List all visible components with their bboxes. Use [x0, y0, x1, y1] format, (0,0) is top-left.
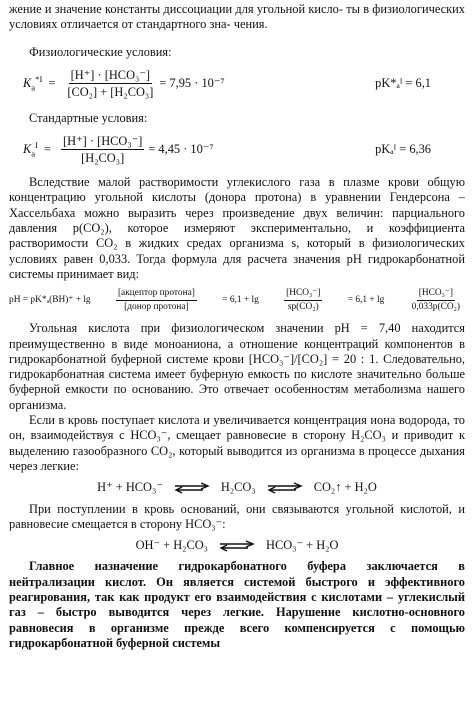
hh-frac2-numerator: [HCO₃⁻]: [284, 288, 322, 301]
paragraph-physiological-ph: Угольная кислота при физиологическом значении pH = 7,40 находится преимущественно в виде моноаниона, а отношение концентраций компонентов в гидрокарбонатной буферной системе крови [HCO₃⁻]/[CO₂] = 20 : 1. Следовательно, гидрокарбонатная система имеет буферную емкость по кислоте значительно больше буферной емкости по основанию. Это отвечает особенностям метаболизма нашего организма.: [9, 321, 465, 412]
hh-frac1-numerator: [акцептор протона]: [116, 288, 197, 301]
physiological-pk: pK*ₐᴵ = 6,1: [375, 75, 431, 90]
henderson-hasselbalch-formula: [9, 288, 465, 313]
paragraph-solubility: Вследствие малой растворимости углекислого газа в плазме крови общую концентрацию угольной кислоты (донора протона) в уравнении Гендерсона – Хассельбаха можно выразить через произведение двух величин: парциального давления p(CO₂), которое измеряют экспериментально, и коэффициента растворимости CO₂ в жидких средах организма s, который в физиологических условиях равен 0,033. Тогда формула для расчета значения pH гидрокарбонатной системы принимает вид:: [9, 175, 465, 281]
hh-fraction-2: [284, 288, 322, 313]
hh-frac1-denominator: [донор протона]: [124, 302, 189, 313]
physiological-formula: $K_a^{*I}$ = $\frac{\text{[H⁺] · [HCO₃⁻]}}{\text{[CO₂] + [H₂CO₃]}}$ = 7,95 · 10⁻⁷ pK*ₐᴵ = 6,1: [23, 67, 431, 99]
standard-fraction: [61, 134, 144, 165]
equilibrium-arrow-icon: [173, 482, 211, 494]
reaction-acid: [9, 480, 465, 495]
physiological-fraction: [65, 68, 155, 99]
reaction-base-products: HCO₃⁻ + H₂O: [266, 538, 339, 553]
hh-mid-2: = 6,1 + lg: [347, 295, 385, 306]
hh-frac2-denominator: sp(CO₂): [287, 302, 319, 313]
reaction-acid-reactants: H⁺ + HCO₃⁻: [97, 480, 163, 495]
physiological-value: = 7,95 · 10⁻⁷: [159, 75, 225, 90]
intro-line-3: чения.: [233, 17, 268, 32]
paragraph-main-purpose: Главное назначение гидрокарбонатного буфера заключается в нейтрализации кислот. Он является системой быстрого и эффективного реагирования, так как продукт его взаимодействия с кислотами – углекислый газ – быстро выводится через легкие. Нарушение кислотно-основного равновесия в организме прежде всего компенсируется с помощью гидрокарбонатной буферной системы: [9, 559, 465, 650]
hh-mid: = 6,1 + lg: [222, 295, 259, 306]
reaction-acid-intermediate: H₂CO₃: [220, 480, 256, 495]
reaction-base: [9, 538, 465, 553]
hh-lhs: pH = pK*ₐ(BH)⁺ + lg: [9, 295, 91, 306]
intro-line-1: жение и значение константы диссоциации для угольной кисло-: [9, 2, 343, 16]
standard-pk: pKₐᴵ = 6,36: [375, 142, 431, 157]
standard-label: Стандартные условия:: [29, 110, 148, 125]
fraction-denominator: [H₂CO₃]: [81, 151, 125, 166]
fraction-numerator: [H⁺] · [HCO₃⁻]: [70, 67, 151, 82]
k-standard: $K_a^I$: [23, 139, 38, 159]
hh-frac3-denominator: 0,033p(CO₂): [411, 302, 460, 313]
reaction-base-reactants: OH⁻ + H₂CO₃: [135, 538, 208, 553]
reaction-acid-products: CO₂↑ + H₂O: [313, 480, 377, 495]
physiological-label: Физиологические условия:: [29, 44, 172, 59]
intro-text: [9, 2, 465, 33]
fraction-denominator: [CO₂] + [H₂CO₃]: [67, 84, 154, 99]
paragraph-acid-input: Если в кровь поступает кислота и увеличивается концентрация иона водорода, то он, взаимодействуя с HCO₃⁻, смещает равновесие в сторону H₂CO₃ и приводит к выделению газообразного CO₂, который выводится из организма в процессе дыхания через легкие:: [9, 413, 465, 473]
paragraph-base-input: При поступлении в кровь оснований, они связываются угольной кислотой, и равновесие смещается в сторону HCO₃⁻:: [9, 501, 465, 531]
intro-line-2: ты в физиологических условиях отличается от стандартного зна-: [9, 2, 465, 32]
hh-fraction-3: [410, 288, 462, 313]
equilibrium-arrow-icon: [218, 540, 256, 552]
standard-value: = 4,45 · 10⁻⁷: [148, 142, 214, 157]
equilibrium-arrow-icon: [266, 482, 304, 494]
hh-frac3-numerator: [HCO₃⁻]: [417, 288, 455, 301]
fraction-numerator: [H⁺] · [HCO₃⁻]: [63, 134, 143, 149]
k-physiological: $K_a^{*I}$: [23, 73, 43, 93]
standard-formula: $K_a^I$ = $\frac{\text{[H⁺] · [HCO₃⁻]}}{\text{[H₂CO₃]}}$ = 4,45 · 10⁻⁷ pKₐᴵ = 6,36: [23, 134, 431, 166]
hh-fraction-1: [116, 288, 197, 313]
